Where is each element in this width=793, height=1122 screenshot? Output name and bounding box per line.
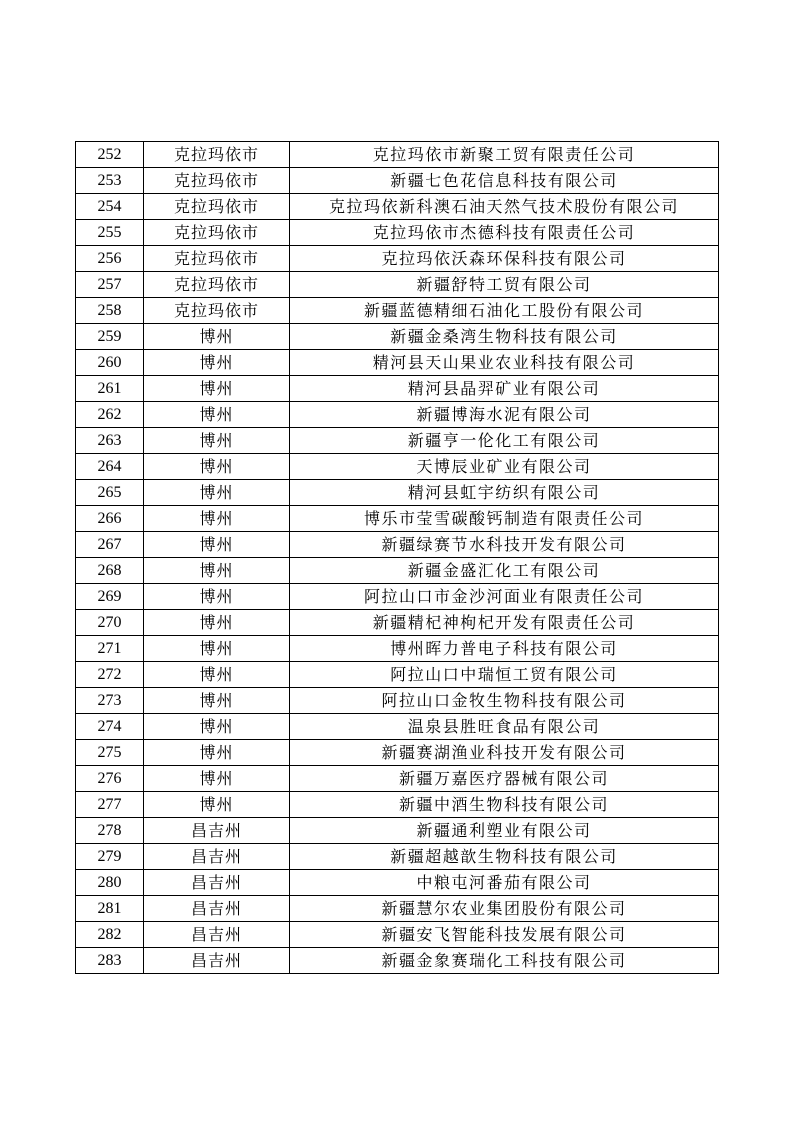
- row-number: 258: [76, 298, 144, 324]
- table-row: [76, 948, 719, 974]
- region-cell: 博州: [144, 402, 290, 428]
- region-cell: 昌吉州: [144, 948, 290, 974]
- region-cell: 博州: [144, 792, 290, 818]
- row-number: 254: [76, 194, 144, 220]
- row-number: 271: [76, 636, 144, 662]
- region-cell: 昌吉州: [144, 818, 290, 844]
- row-number: 256: [76, 246, 144, 272]
- table-row: [76, 350, 719, 376]
- row-number: 269: [76, 584, 144, 610]
- table-row: [76, 272, 719, 298]
- company-name-cell: 阿拉山口市金沙河面业有限责任公司: [290, 584, 719, 610]
- company-name-cell: 博乐市莹雪碳酸钙制造有限责任公司: [290, 506, 719, 532]
- row-number: 264: [76, 454, 144, 480]
- table-row: [76, 766, 719, 792]
- region-cell: 博州: [144, 480, 290, 506]
- row-number: 283: [76, 948, 144, 974]
- table-row: [76, 454, 719, 480]
- row-number: 265: [76, 480, 144, 506]
- row-number: 261: [76, 376, 144, 402]
- table-row: [76, 844, 719, 870]
- region-cell: 克拉玛依市: [144, 168, 290, 194]
- company-name-cell: 温泉县胜旺食品有限公司: [290, 714, 719, 740]
- company-name-cell: 新疆七色花信息科技有限公司: [290, 168, 719, 194]
- region-cell: 昌吉州: [144, 896, 290, 922]
- table-row: [76, 324, 719, 350]
- company-name-cell: 新疆精杞神枸杞开发有限责任公司: [290, 610, 719, 636]
- row-number: 262: [76, 402, 144, 428]
- row-number: 281: [76, 896, 144, 922]
- region-cell: 博州: [144, 636, 290, 662]
- table-row: [76, 558, 719, 584]
- table-row: [76, 298, 719, 324]
- region-cell: 博州: [144, 688, 290, 714]
- table-row: [76, 220, 719, 246]
- region-cell: 克拉玛依市: [144, 194, 290, 220]
- region-cell: 博州: [144, 506, 290, 532]
- company-name-cell: 克拉玛依新科澳石油天然气技术股份有限公司: [290, 194, 719, 220]
- region-cell: 博州: [144, 428, 290, 454]
- region-cell: 博州: [144, 376, 290, 402]
- row-number: 255: [76, 220, 144, 246]
- table-row: [76, 506, 719, 532]
- region-cell: 昌吉州: [144, 844, 290, 870]
- region-cell: 博州: [144, 766, 290, 792]
- region-cell: 克拉玛依市: [144, 272, 290, 298]
- row-number: 267: [76, 532, 144, 558]
- table-row: [76, 636, 719, 662]
- row-number: 260: [76, 350, 144, 376]
- table-row: [76, 922, 719, 948]
- table-row: [76, 896, 719, 922]
- company-name-cell: 新疆中酒生物科技有限公司: [290, 792, 719, 818]
- enterprise-table: [75, 141, 719, 974]
- company-name-cell: 新疆万嘉医疗器械有限公司: [290, 766, 719, 792]
- company-name-cell: 精河县虹宇纺织有限公司: [290, 480, 719, 506]
- row-number: 280: [76, 870, 144, 896]
- region-cell: 克拉玛依市: [144, 298, 290, 324]
- region-cell: 克拉玛依市: [144, 220, 290, 246]
- company-name-cell: 新疆安飞智能科技发展有限公司: [290, 922, 719, 948]
- row-number: 263: [76, 428, 144, 454]
- company-name-cell: 新疆金盛汇化工有限公司: [290, 558, 719, 584]
- row-number: 273: [76, 688, 144, 714]
- region-cell: 博州: [144, 714, 290, 740]
- company-name-cell: 中粮屯河番茄有限公司: [290, 870, 719, 896]
- table-row: [76, 376, 719, 402]
- region-cell: 克拉玛依市: [144, 142, 290, 168]
- company-name-cell: 新疆金象赛瑞化工科技有限公司: [290, 948, 719, 974]
- row-number: 253: [76, 168, 144, 194]
- row-number: 277: [76, 792, 144, 818]
- company-name-cell: 新疆蓝德精细石油化工股份有限公司: [290, 298, 719, 324]
- company-name-cell: 新疆亨一伦化工有限公司: [290, 428, 719, 454]
- table-row: [76, 610, 719, 636]
- company-name-cell: 新疆赛湖渔业科技开发有限公司: [290, 740, 719, 766]
- table-row: [76, 818, 719, 844]
- company-name-cell: 克拉玛依沃森环保科技有限公司: [290, 246, 719, 272]
- company-name-cell: 新疆绿赛节水科技开发有限公司: [290, 532, 719, 558]
- company-name-cell: 新疆金桑湾生物科技有限公司: [290, 324, 719, 350]
- row-number: 252: [76, 142, 144, 168]
- company-name-cell: 克拉玛依市杰德科技有限责任公司: [290, 220, 719, 246]
- region-cell: 博州: [144, 584, 290, 610]
- company-name-cell: 新疆博海水泥有限公司: [290, 402, 719, 428]
- table-row: [76, 532, 719, 558]
- row-number: 259: [76, 324, 144, 350]
- table-body: [76, 142, 719, 974]
- table-row: [76, 870, 719, 896]
- region-cell: 博州: [144, 532, 290, 558]
- row-number: 276: [76, 766, 144, 792]
- region-cell: 博州: [144, 350, 290, 376]
- table-row: [76, 246, 719, 272]
- row-number: 272: [76, 662, 144, 688]
- table-row: [76, 714, 719, 740]
- company-name-cell: 新疆通利塑业有限公司: [290, 818, 719, 844]
- region-cell: 昌吉州: [144, 870, 290, 896]
- row-number: 279: [76, 844, 144, 870]
- table-row: [76, 142, 719, 168]
- company-name-cell: 博州晖力普电子科技有限公司: [290, 636, 719, 662]
- company-name-cell: 克拉玛依市新聚工贸有限责任公司: [290, 142, 719, 168]
- row-number: 282: [76, 922, 144, 948]
- table-row: [76, 688, 719, 714]
- table-row: [76, 428, 719, 454]
- company-name-cell: 精河县晶羿矿业有限公司: [290, 376, 719, 402]
- company-name-cell: 阿拉山口金牧生物科技有限公司: [290, 688, 719, 714]
- table-row: [76, 168, 719, 194]
- row-number: 278: [76, 818, 144, 844]
- company-name-cell: 新疆慧尔农业集团股份有限公司: [290, 896, 719, 922]
- table-row: [76, 792, 719, 818]
- row-number: 257: [76, 272, 144, 298]
- table-row: [76, 662, 719, 688]
- company-name-cell: 阿拉山口中瑞恒工贸有限公司: [290, 662, 719, 688]
- table-row: [76, 584, 719, 610]
- region-cell: 博州: [144, 740, 290, 766]
- company-name-cell: 新疆超越歆生物科技有限公司: [290, 844, 719, 870]
- table-row: [76, 402, 719, 428]
- table-row: [76, 194, 719, 220]
- table-row: [76, 480, 719, 506]
- region-cell: 博州: [144, 662, 290, 688]
- region-cell: 博州: [144, 454, 290, 480]
- row-number: 266: [76, 506, 144, 532]
- region-cell: 昌吉州: [144, 922, 290, 948]
- region-cell: 博州: [144, 610, 290, 636]
- company-name-cell: 精河县天山果业农业科技有限公司: [290, 350, 719, 376]
- row-number: 274: [76, 714, 144, 740]
- row-number: 268: [76, 558, 144, 584]
- company-name-cell: 新疆舒特工贸有限公司: [290, 272, 719, 298]
- company-name-cell: 天博辰业矿业有限公司: [290, 454, 719, 480]
- row-number: 275: [76, 740, 144, 766]
- region-cell: 博州: [144, 324, 290, 350]
- table-row: [76, 740, 719, 766]
- region-cell: 博州: [144, 558, 290, 584]
- region-cell: 克拉玛依市: [144, 246, 290, 272]
- row-number: 270: [76, 610, 144, 636]
